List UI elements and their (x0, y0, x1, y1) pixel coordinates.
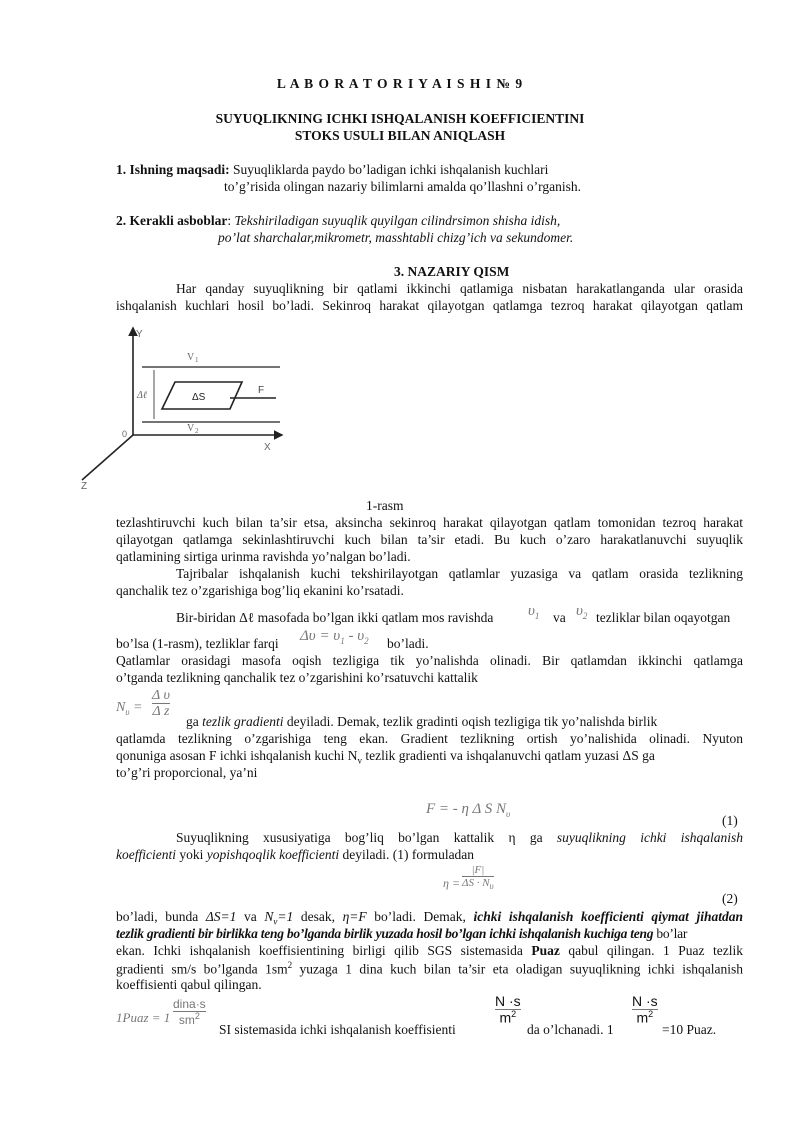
p9-line2-end: bo’lar (653, 926, 688, 941)
puaz-den-sup: 2 (194, 1011, 200, 1022)
p4-v1-symbol: υ (528, 603, 535, 619)
lab-title: L A B O R A T O R I Y A I S H I № 9 (276, 76, 524, 91)
p4-v1-sub: 1 (534, 611, 540, 621)
v1-sub: 1 (195, 356, 199, 364)
v2-label: V (187, 423, 195, 434)
p9-c: desak, (293, 909, 343, 924)
topic-title-line2: STOKS USULI BILAN ANIQLASH (294, 128, 506, 143)
p9-em2: N (264, 909, 274, 924)
p4-v2-sub: 2 (582, 611, 588, 621)
p7-line3a: qonuniga asosan F ichki ishqalanish kuchi N (116, 748, 358, 763)
goal-line2: to’g’risida olingan nazariy bilimlarni amalda qo’llashni o’rganish. (224, 179, 582, 194)
p7-em: tezlik gradienti (202, 714, 284, 729)
p2-line2: qilayotgan qatlamga sekinlashtiruvchi kuch bilan ta’sir etadi. Bu kuch o’zaro harakatlanuvchi suyuqlik (116, 532, 743, 547)
p9-em3: η=F (342, 909, 367, 924)
p8-a: Suyuqlikning xususiyatiga bog’liq bo’lgan kattalik η ga (176, 830, 557, 845)
y-label: Y (136, 329, 143, 340)
goal-text1: Suyuqliklarda paydo bo’ladigan ichki ishqalanish kuchlari (229, 162, 549, 177)
p5-sub2: 2 (364, 636, 369, 646)
si-text: SI sistemasida ichki ishqalanish koeffisienti (219, 1022, 456, 1037)
si-den: m (499, 1010, 512, 1027)
p4-text-a: Bir-biridan Δℓ masofada bo’lgan ikki qatlam mos ravishda (176, 610, 494, 625)
tools-line2: po’lat sharchalar,mikrometr, masshtabli chizg’ich va sekundomer. (218, 230, 574, 245)
equation-2-number: (2) (722, 891, 738, 906)
tools-label: 2. Kerakli asboblar (116, 213, 228, 228)
p9-em1: ΔS=1 (205, 909, 237, 924)
p9-b: va (236, 909, 265, 924)
si-fraction-1 (495, 994, 521, 1026)
f-label: F (258, 385, 265, 396)
p9-line4 (116, 960, 743, 978)
si-den2-sup: 2 (648, 1009, 654, 1020)
p7-line3 (116, 748, 655, 766)
p9-em4: ichki ishqalanish koefficienti qiymat jihatdan (473, 909, 743, 924)
p7-line3sub: v (357, 755, 362, 766)
origin-label: 0 (122, 429, 128, 439)
p6-line1: Qatlamlar orasidagi masofa oqish tezligiga tik yo’nalishda olinadi. Bir qatlamdan ikkinchi qatlamga (116, 653, 743, 668)
p4-v1 (528, 603, 539, 621)
p2-line3: qatlamining sirtiga urinma ravishda yo’nalgan bo’ladi. (116, 549, 411, 564)
p8-line1 (176, 830, 743, 846)
eq1-body: F = - η Δ S N (426, 801, 506, 817)
p5-formula-a: Δυ = υ (300, 628, 341, 644)
p3-line1: Tajribalar ishqalanish kuchi tekshirilayotgan qatlamlar yuzasiga va qatlam orasida tezlikning (176, 566, 743, 581)
ds-label: ΔS (192, 392, 206, 403)
p9-puaz: Puaz (531, 943, 560, 958)
figure-caption: 1-rasm (366, 498, 404, 513)
grad-eq: = (129, 700, 143, 715)
p7-a: ga (186, 714, 203, 729)
p9-line4a: gradienti sm/s bo’lganda 1sm (116, 961, 288, 977)
p8-em1: koefficienti (116, 847, 176, 862)
p2-line1: tezlashtiruvchi kuch bilan ta’sir etsa, aksincha sekinroq harakat qilayotgan qatlam tomonidan tezroq harakat (116, 515, 743, 530)
p8-end: deyiladi. (1) formuladan (339, 847, 475, 862)
p7-line3b: tezlik gradienti va ishqalanuvchi qatlam yuzasi ΔS ga (361, 748, 655, 763)
p4-text-b: tezliklar bilan oqayotgan (596, 610, 731, 625)
gradient-formula (116, 700, 142, 717)
p9-a: bo’ladi, bunda (116, 909, 206, 924)
p5-formula (300, 628, 369, 646)
p4-v2-symbol: υ (576, 603, 583, 619)
p4-v2 (576, 603, 587, 621)
p6-line2: o’tganda tezlikning qanchalik tez o’zgarishini ko’rsatuvchi kattalik (116, 670, 478, 685)
equation-1 (426, 801, 510, 819)
p7-line1 (186, 714, 657, 730)
grad-lhs: N (116, 700, 126, 715)
si-num: N ·s (495, 993, 521, 1009)
p7-b: deyiladi. Demak, tezlik gradinti oqish tezligiga tik yo’nalishda birlik (283, 714, 658, 729)
equation-1-number: (1) (722, 813, 738, 828)
z-axis (82, 435, 133, 480)
eq1-sub: υ (506, 809, 511, 819)
p9-em2b: =1 (277, 909, 294, 924)
puaz-den: sm (178, 1013, 195, 1028)
p5-formula-b: - υ (344, 628, 365, 644)
p9-line2-em: tezlik gradienti bir birlikka teng bo’lganda birlik yuzada hosil bo’lgan ichki ishqalanish kuchiga teng (116, 926, 654, 941)
p9-line1 (116, 909, 743, 927)
grad-num: Δ υ (152, 688, 170, 703)
si-den2: m (636, 1010, 649, 1027)
tools-colon: : (227, 213, 232, 228)
si-end: =10 Puaz. (662, 1022, 717, 1037)
si-num2: N ·s (632, 993, 658, 1009)
eq2-den-sub: υ (489, 881, 494, 892)
p9-line3a: ekan. Ichki ishqalanish koeffisientining birligi qilib SGS sistemasida (116, 943, 532, 958)
eq2-lhs: η = (443, 876, 461, 890)
si-fraction-2 (632, 994, 658, 1026)
v2-sub: 2 (195, 427, 199, 435)
x-label: X (264, 442, 271, 453)
grad-fraction (152, 688, 170, 720)
p9-line4sup: 2 (287, 960, 293, 970)
v1-label: V (187, 352, 195, 363)
p9-line3 (116, 943, 743, 959)
z-label: Z (81, 481, 88, 492)
p5-text-a: bo’lsa (1-rasm), tezliklar farqi (116, 636, 279, 651)
eq2-den: ΔS · N (462, 877, 490, 890)
p9-line4b: yuzaga 1 dina kuch bilan ta’sir eta oladigan suyuqlikning ichki ishqalanish (292, 961, 743, 977)
p3-line2: qanchalik tez o’zgarishiga bog’liq ekanini ko’rsatadi. (116, 583, 404, 598)
p7-line2: qatlamda tezlikning o’zgarishiga teng ekan. Gradient tezlikning ortish yo’nalishida olinadi. Nyuton (116, 731, 743, 746)
p9-d: bo’ladi. Demak, (366, 909, 474, 924)
puaz-lhs: 1Puaz = 1 (116, 1010, 171, 1025)
goal-line1 (116, 162, 548, 178)
p9-line3c: qabul qilingan. 1 Puaz tezlik (559, 943, 743, 958)
p9-em2-sub: v (273, 916, 278, 927)
p8-mid: yoki (175, 847, 207, 862)
theory-p1-line2: ishqalanish kuchlari hosil bo’ladi. Sekinroq harakat qilayotgan qatlamga tezroq harakat qilayotgan qatlam (116, 298, 743, 313)
grad-den: Δ z (152, 704, 170, 720)
p7-line4: to’g’ri proporcional, ya’ni (116, 765, 258, 780)
p4-va: va (553, 610, 566, 625)
p5-sub1: 1 (340, 636, 345, 646)
topic-title-line1: SUYUQLIKNING ICHKI ISHQALANISH KOEFFICIENTINI (215, 111, 585, 126)
tools-line1 (116, 213, 560, 229)
theory-p1-line1: Har qanday suyuqlikning bir qatlami ikkinchi qatlamiga nisbatan harakatlanganda ular orasida (176, 281, 743, 296)
si-den-sup: 2 (511, 1009, 517, 1020)
p8-em: suyuqlikning ichki ishqalanish (556, 830, 743, 845)
eq2-num: |F| (471, 864, 485, 876)
puaz-num: dina·s (173, 997, 206, 1011)
figure-1 (70, 320, 310, 495)
p9-line2 (116, 926, 687, 942)
p8-line2 (116, 847, 474, 863)
tools-text1: Tekshiriladigan suyuqlik quyilgan cilindrsimon shisha idish, (231, 213, 561, 228)
si-mid: da o’lchanadi. 1 (527, 1022, 614, 1037)
grad-sub: υ (125, 706, 130, 717)
theory-heading: 3. NAZARIY QISM (394, 264, 510, 279)
p8-em2: yopishqoqlik koefficienti (206, 847, 340, 862)
puaz-fraction (173, 998, 206, 1027)
dl-label: Δℓ (137, 390, 148, 401)
goal-label: 1. Ishning maqsadi: (116, 162, 230, 177)
p9-line5: koeffisienti qabul qilingan. (116, 977, 262, 992)
p5-text-b: bo’ladi. (387, 636, 429, 651)
eq2-fraction (462, 864, 494, 892)
